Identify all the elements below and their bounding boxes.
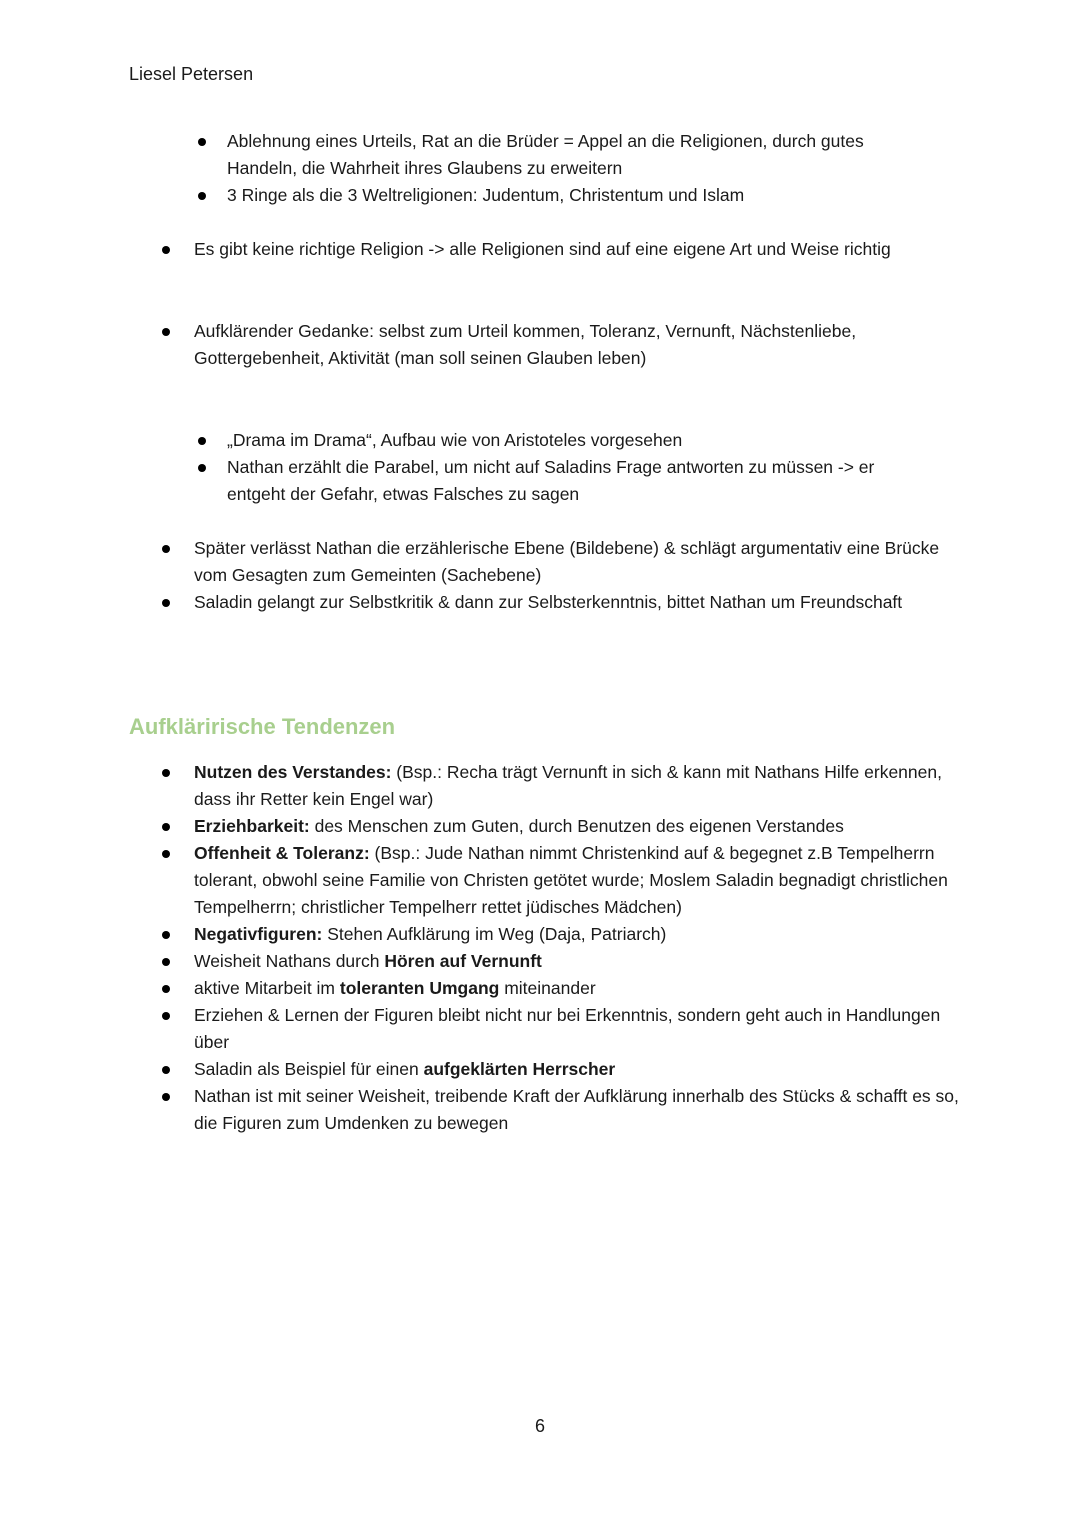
- bullet-list-enlightenment-thought: [194, 318, 914, 372]
- bullet-icon: [162, 545, 170, 553]
- list-item: Saladin als Beispiel für einen aufgeklärten Herrscher: [194, 1056, 964, 1083]
- list-item: Weisheit Nathans durch Hören auf Vernunft: [194, 948, 964, 975]
- bullet-icon: [162, 1012, 170, 1020]
- bullet-list-ring-parable: [227, 128, 927, 209]
- list-item: Negativfiguren: Stehen Aufklärung im Weg (Daja, Patriarch): [194, 921, 964, 948]
- bullet-list-tendencies: [194, 759, 964, 1137]
- list-item: Aufklärender Gedanke: selbst zum Urteil kommen, Toleranz, Vernunft, Nächstenliebe, Gottergebenheit, Aktivität (man soll seinen Glauben leben): [194, 318, 914, 372]
- page-header-author: Liesel Petersen: [129, 64, 254, 84]
- bullet-icon: [162, 985, 170, 993]
- list-item: „Drama im Drama“, Aufbau wie von Aristoteles vorgesehen: [227, 427, 917, 454]
- bullet-icon: [162, 328, 170, 336]
- bullet-icon: [162, 599, 170, 607]
- list-item: Erziehbarkeit: des Menschen zum Guten, durch Benutzen des eigenen Verstandes: [194, 813, 964, 840]
- list-item: Offenheit & Toleranz: (Bsp.: Jude Nathan nimmt Christenkind auf & begegnet z.B Tempelherrn tolerant, obwohl seine Familie von Christen getötet wurde; Moslem Saladin begnadigt christlichen Tempelherrn; christlicher Tempelherr rettet jüdisches Mädchen): [194, 840, 964, 921]
- bullet-icon: [198, 437, 206, 445]
- bullet-icon: [198, 138, 206, 146]
- bullet-icon: [162, 1066, 170, 1074]
- bullet-icon: [198, 192, 206, 200]
- bullet-icon: [162, 850, 170, 858]
- page-number: 6: [534, 1416, 545, 1436]
- list-item: Saladin gelangt zur Selbstkritik & dann zur Selbsterkenntnis, bittet Nathan um Freundschaft: [194, 589, 954, 616]
- list-item: 3 Ringe als die 3 Weltreligionen: Judentum, Christentum und Islam: [227, 182, 927, 209]
- bullet-icon: [162, 958, 170, 966]
- list-item: Erziehen & Lernen der Figuren bleibt nicht nur bei Erkenntnis, sondern geht auch in Handlungen über: [194, 1002, 964, 1056]
- bullet-icon: [162, 246, 170, 254]
- bullet-list-drama: [227, 427, 917, 508]
- bullet-list-religion: [194, 236, 954, 263]
- list-item: Nathan ist mit seiner Weisheit, treibende Kraft der Aufklärung innerhalb des Stücks & schafft es so, die Figuren zum Umdenken zu bewegen: [194, 1083, 964, 1137]
- list-item: Später verlässt Nathan die erzählerische Ebene (Bildebene) & schlägt argumentativ eine Brücke vom Gesagten zum Gemeinten (Sachebene): [194, 535, 954, 589]
- list-item: Es gibt keine richtige Religion -> alle Religionen sind auf eine eigene Art und Weise richtig: [194, 236, 954, 263]
- list-item: Nutzen des Verstandes: (Bsp.: Recha trägt Vernunft in sich & kann mit Nathans Hilfe erkennen, dass ihr Retter kein Engel war): [194, 759, 964, 813]
- list-item: aktive Mitarbeit im toleranten Umgang miteinander: [194, 975, 964, 1002]
- bullet-icon: [198, 464, 206, 472]
- bullet-icon: [162, 931, 170, 939]
- bullet-icon: [162, 823, 170, 831]
- bullet-icon: [162, 769, 170, 777]
- bullet-icon: [162, 1093, 170, 1101]
- list-item: Nathan erzählt die Parabel, um nicht auf Saladins Frage antworten zu müssen -> er entgeht der Gefahr, etwas Falsches zu sagen: [227, 454, 917, 508]
- bullet-list-nathan-saladin: [194, 535, 954, 616]
- section-heading: Aufkläririsch​e Tendenzen: [129, 714, 396, 739]
- list-item: Ablehnung eines Urteils, Rat an die Brüder = Appel an die Religionen, durch gutes Handeln, die Wahrheit ihres Glaubens zu erweitern: [227, 128, 927, 182]
